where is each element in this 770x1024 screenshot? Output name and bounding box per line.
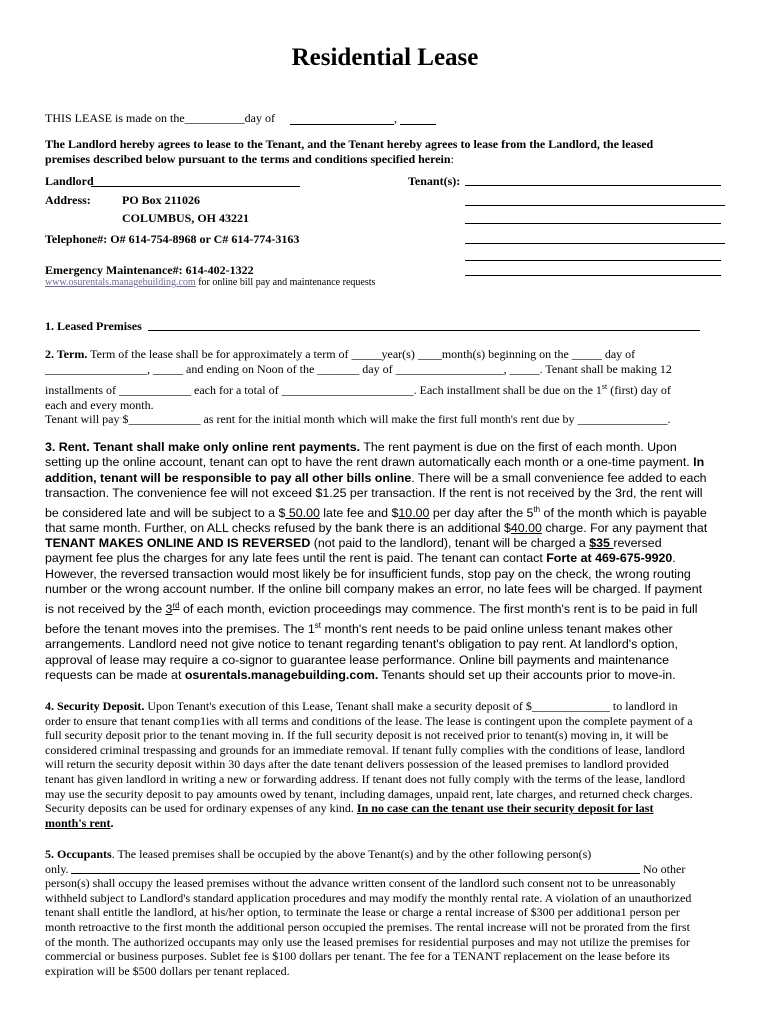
document-title: Residential Lease [291,44,479,71]
telephone-line: Telephone#: O# 614-754-8968 or C# 614-774-3163 [45,232,300,246]
leased-premises-blank[interactable] [148,330,700,331]
section-5-occupants: 5. Occupants. The leased premises shall be occupied by the above Tenant(s) and by the other following person(s) only. No other person(s) shall occupy the leased premises without the advance written consent of the landlord such consent not to be unreasonably withheld subject to Landlord's standard application procedures and may modify the monthly rental rate. A violation of an unauthorized tenant shall entitle the landlord, at his/her option, to terminate the lease or charge a rental increase of $300 per additiona1 person per month retroactive to the first month the additional person occupied the premises. The rental increase will not be prorated from the first of the month. The authorized occupants may only use the leased premises for residential purposes and may not utilize the premises for commercial or business purposes. Sublet fee is $100 dollars per tenant. The fee for a TENANT replacement on the lease before its expiration will be $500 dollars per tenant replaced. [45,847,692,978]
tenant-name-blank-2[interactable] [465,205,725,206]
agreement-line-1: The Landlord hereby agrees to lease to the Tenant, and the Tenant hereby agrees to lease from the Landlord, the leased [45,137,654,151]
emergency-maintenance-line: Emergency Maintenance#: 614-402-1322 [45,263,254,277]
section-2-heading: 2. Term. [45,347,88,361]
tenant-name-blank-5[interactable] [465,260,721,261]
tenant-name-blank-3[interactable] [465,223,721,224]
website-link[interactable]: www.osurentals.managebuilding.com [45,277,196,288]
section-2-term: 2. Term. Term of the lease shall be for approximately a term of _____year(s) ____month(s) beginning on the _____ day of _________________, _____ and ending on Noon of the _______ day of __________________, _____. Tenant shall be making 12 installments of ____________ each for a total of ______________________. Each installment shall be due on the 1st (first) day of each and every month. Tenant will pay $____________ as rent for the initial month which will make the first full month's rent due by _______________. [45,347,672,426]
website-line: www.osurentals.managebuilding.com for online bill pay and maintenance requests [45,277,376,288]
other-occupants-blank[interactable] [71,873,640,874]
section-4-security-deposit: 4. Security Deposit. Upon Tenant's execution of this Lease, Tenant shall make a security deposit of $_____________ to landlord in order to ensure that tenant comp1ies with all terms and conditions of the lease. The lease is contingent upon the complete payment of a full security deposit prior to the tenant moving in. If the full security deposit is not received prior to tenant(s) moving in, it will be considered criminal trespassing and grounds for an immediate removal. If tenant fully complies with the conditions of lease, landlord will return the security deposit within 30 days after the date tenant delivers possession of the leased premises to landlord provided tenant has given landlord in writing a new or forwarding address. If tenant does not fully comply with the terms of the lease, landlord may use the security deposit to pay amounts owed by tenant, including damages, unpaid rent, late charges, and returned check charges. Security deposits can be used for ordinary expenses of any kind. In no case can the tenant use their security deposit for last month's rent. [45,699,693,830]
tenant-name-blank-6[interactable] [465,275,721,276]
landlord-name-blank[interactable] [91,186,300,187]
section-5-heading: 5. Occupants [45,847,112,861]
tenants-label: Tenant(s): [408,174,461,188]
address-line-2: COLUMBUS, OH 43221 [122,211,250,225]
section-3-heading: 3. Rent. Tenant shall make only online rent payments. [45,440,361,454]
section-4-heading: 4. Security Deposit. [45,699,145,713]
landlord-label: Landlord [45,174,94,188]
address-line-1: PO Box 211026 [122,193,201,207]
address-label: Address: [45,193,91,207]
section-3-rent: 3. Rent. Tenant shall make only online rent payments. The rent payment is due on the first of each month. Upon setting up the online account, tenant can opt to have the rent drawn automatically each month or a one-time payment. In addition, tenant will be responsible to pay all other bills online. There will be a small convenience fee added to each transaction. The convenience fee will not exceed $1.25 per transaction. If the rent is not received by the 3rd, the rent will be considered late and will be subject to a $ 50.00 late fee and $10.00 per day after the 5th of the month which is payable that same month. Further, on ALL checks refused by the bank there is an additional $40.00 charge. For any payment that TENANT MAKES ONLINE AND IS REVERSED (not paid to the landlord), tenant will be charged a $35 reversed payment fee plus the charges for any late fees until the rent is paid. The tenant can contact Forte at 469-675-9920. However, the reversed transaction would most likely be for insufficient funds, stop pay on the check, the wrong routing number or the wrong account number. If the online bill company makes an error, no late fees will be charged. If payment is not received by the 3rd of each month, eviction proceedings may commence. The first month's rent is to be paid in full before the tenant moves into the premises. The 1st month's rent needs to be paid online unless tenant makes other arrangements. Landlord need not give notice to tenant regarding tenant's obligation to pay rent. At landlord's option, approval of lease may require a co-signor to guarantee lease performance. Online bill payments and maintenance requests can be made at osurentals.managebuilding.com. Tenants should set up their accounts prior to move-in. [45,440,708,682]
section-1-heading: 1. Leased Premises [45,319,142,333]
date-month-blank[interactable] [290,124,394,125]
agreement-line-2: premises described below pursuant to the terms and conditions specified herein: [45,152,454,166]
tenant-name-blank-1[interactable] [465,185,721,186]
date-separator: , [394,111,397,125]
tenant-name-blank-4[interactable] [465,243,725,244]
date-year-blank[interactable] [400,124,436,125]
lease-date-line: THIS LEASE is made on the__________day of [45,111,275,125]
